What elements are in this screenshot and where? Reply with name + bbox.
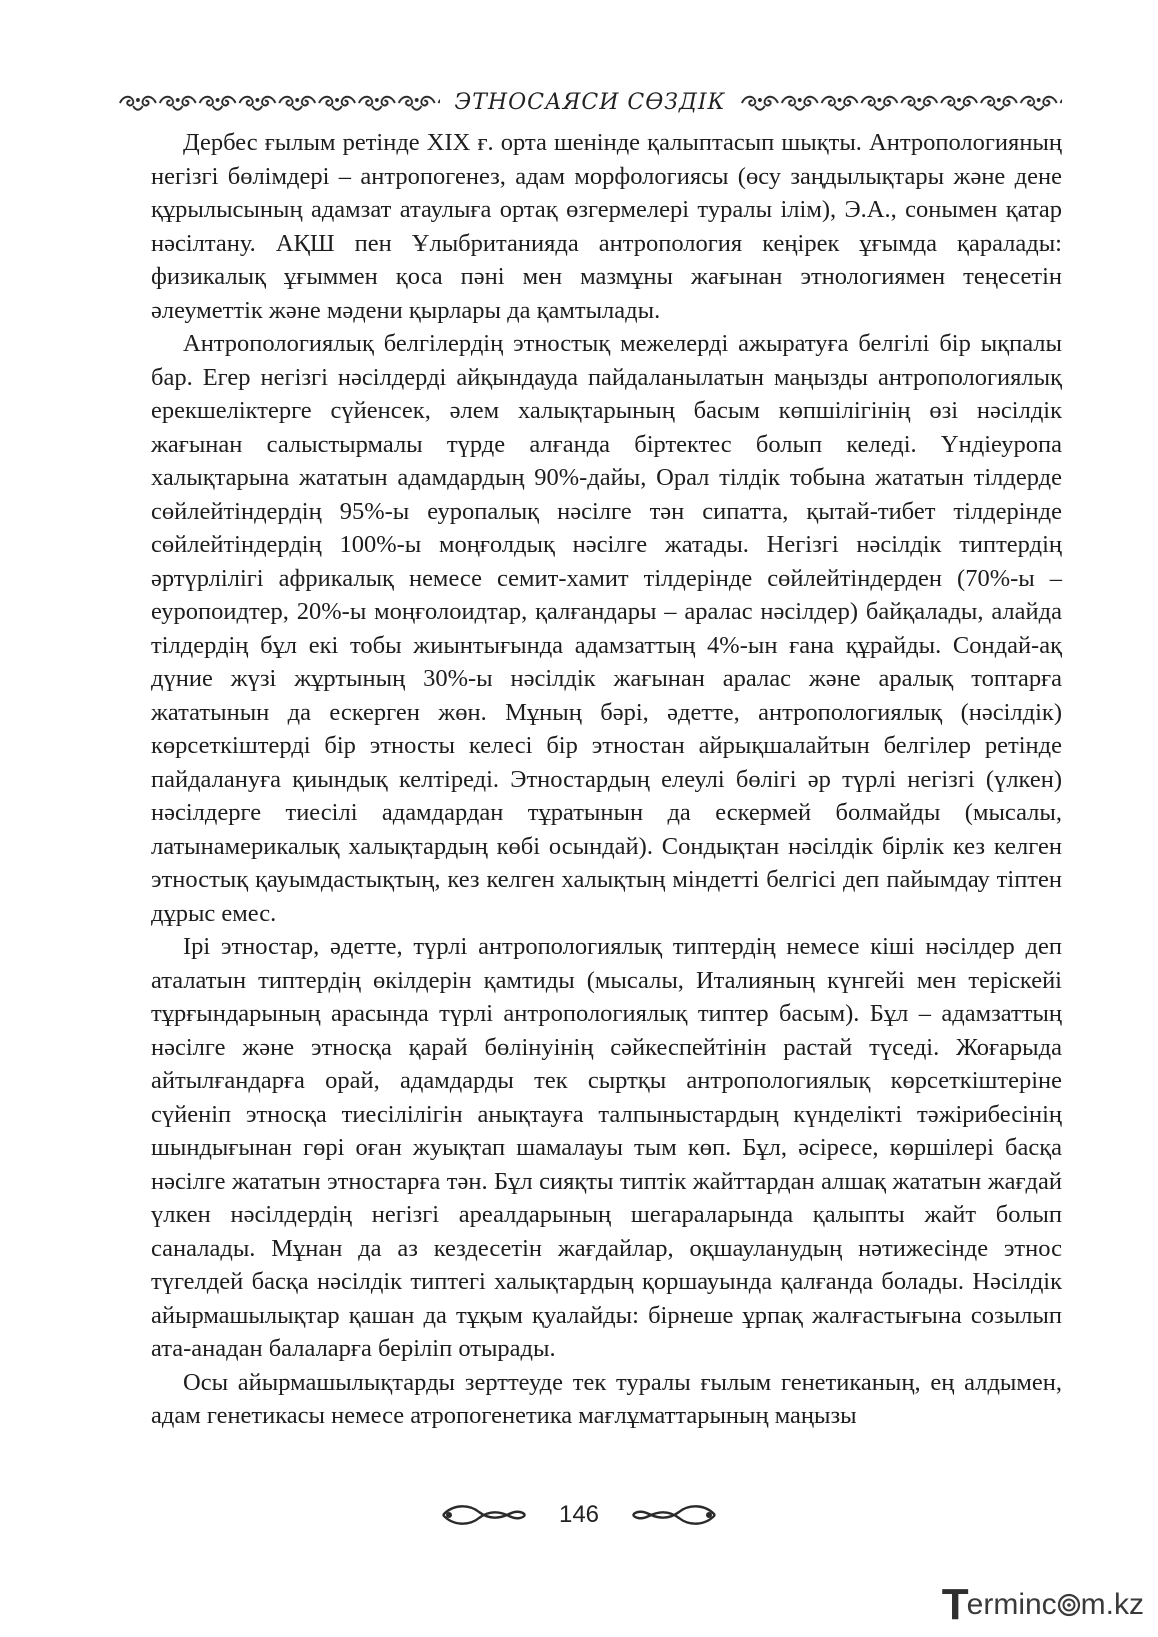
target-o-icon xyxy=(1056,1592,1082,1618)
running-header xyxy=(118,88,1062,118)
watermark-text-2: m.kz xyxy=(1080,1588,1144,1621)
main-text xyxy=(151,126,1062,1433)
left-swirl-ornament xyxy=(439,1502,529,1528)
watermark-text-1: erminc xyxy=(966,1588,1057,1621)
page-footer xyxy=(0,1495,1158,1535)
paragraph-3: Ірі этностар, әдетте, түрлі антропологиялық типтердің немесе кіші нәсілдер деп аталатын типтердің өкілдерін қамтиды (мысалы, Италияның күнгейі мен теріскейі тұрғындарының арасында түрлі антропологиялық типтер басым). Бұл – адамзаттың нәсілге және этносқа қарай бөлінуінің сәйкеспейтінін растай түседі. Жоғарыда айтылғандарға орай, адамдарды тек сыртқы антропологиялық көрсеткіштеріне сүйеніп этносқа тиесілілігін анықтауға талпыныстардың күнделікті тәжірибесінің шындығынан гөрі оған жуықтап шамалауы тым көп. Бұл, әсіресе, көршілері басқа нәсілге жататын этностарға тән. Бұл сияқты типтік жайттардан алшақ жататын жағдай үлкен нәсілдердің негізгі ареалдарының шегараларында қалыпты жайт болып саналады. Мұнан да аз кездесетін жағдайлар, оқшауланудың нәтижесінде этнос түгелдей басқа нәсілдік типтегі халықтардың қоршауында қалғанда болады. Нәсілдік айырмашылықтар қашан да тұқым қуалайды: бірнеше ұрпақ жалғастығына созылып ата-анадан балаларға беріліп отырады. xyxy=(151,933,1062,1362)
right-swirl-ornament xyxy=(629,1502,719,1528)
termincom-watermark xyxy=(942,1581,1144,1629)
watermark-t: T xyxy=(941,1580,969,1629)
paragraph-1: Дербес ғылым ретінде XIX ғ. орта шенінде қалыптасып шықты. Антропологияның негізгі бөлімдері – антропогенез, адам морфологиясы (өсу заңдылықтары және дене құрылысының адамзат атаулыға ортақ өзгермелері туралы ілім), Э.А., сонымен қатар нәсілтану. АҚШ пен Ұлыбританияда антропология кеңірек ұғымда қаралады: физикалық ұғыммен қоса пәні мен мазмұны жағынан этнологиямен теңесетін әлеуметтік және мәдени қырлары да қамтылады. xyxy=(151,129,1062,324)
paragraph-4: Осы айырмашылықтарды зерттеуде тек туралы ғылым генетиканың, ең алдымен, адам генетикасы немесе атропогенетика мағлұматтарының маңызы xyxy=(151,1368,1062,1429)
running-title: ЭТНОСАЯСИ СӨЗДІК xyxy=(454,90,726,115)
paragraph-2: Антропологиялық белгілердің этностық межелерді ажыратуға белгілі бір ықпалы бар. Егер негізгі нәсілдерді айқындауда пайдаланылатын маңызды антропологиялық ерекшеліктерге сүйенсек, әлем халықтарының басым көпшілігінің өзі нәсілдік жағынан салыстырмалы түрде алғанда біртектес болып келеді. Үндіеуропа халықтарына жататын адамдардың 90%-дайы, Орал тілдік тобына жататын тілдерде сөйлейтіндердің 95%-ы еуропалық нәсілге тән сипатта, қытай-тибет тілдерінде сөйлейтіндердің 100%-ы моңғолдық нәсілге жатады. Негізгі нәсілдік типтердің әртүрлілігі африкалық немесе семит-хамит тілдерінде сөйлейтіндерден (70%-ы – еуропоидтер, 20%-ы моңғолоидтар, қалғандары – аралас нәсілдер) байқалады, алайда тілдердің бұл екі тобы жиынтығында адамзаттың 4%-ын ғана құрайды. Сондай-ақ дүние жүзі жұртының 30%-ы нәсілдік жағынан аралас және аралық топтарға жататынын да ескерген жөн. Мұның бәрі, әдетте, антропологиялық (нәсілдік) көрсеткіштерді бір этносты келесі бір этностан айрықшалайтын белгілер ретінде пайдалануға қиындық келтіреді. Этностардың елеулі бөлігі әр түрлі негізгі (үлкен) нәсілдерге тиесілі адамдардан тұратынын да ескермей болмайды (мысалы, латынамерикалық халықтардың көбі осындай). Сондықтан нәсілдік бірлік кез келген этностық қауымдастықтың, кез келген халықтың міндетті белгісі деп пайымдау тіптен дұрыс емес. xyxy=(151,330,1062,927)
left-ornament-band xyxy=(118,92,440,114)
right-ornament-band xyxy=(740,92,1062,114)
page-number: 146 xyxy=(558,1501,600,1528)
